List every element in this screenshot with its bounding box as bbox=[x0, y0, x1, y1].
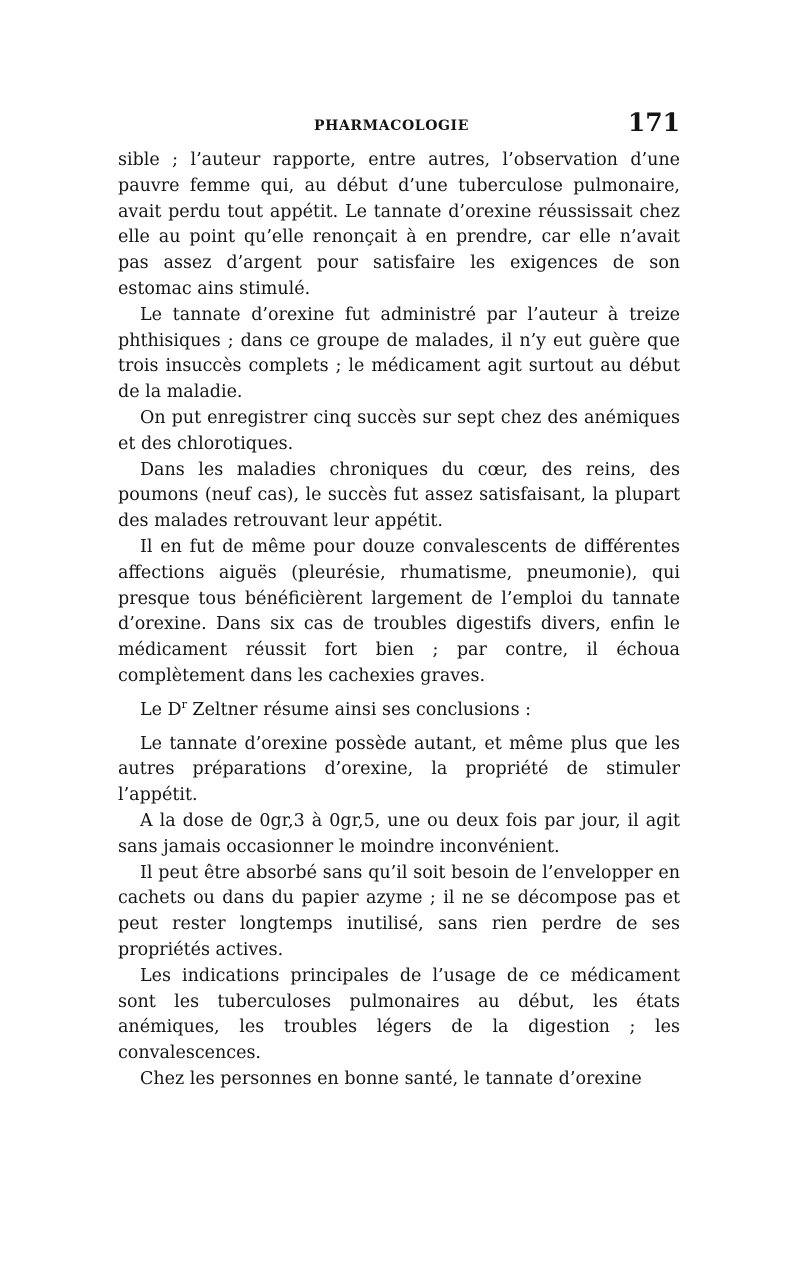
paragraph: Dans les maladies chroniques du cœur, des reins, des poumons (neuf cas), le succès fut assez satisfaisant, la plupart des malades retrouvant leur appétit. bbox=[118, 459, 680, 532]
conclusion-intro bbox=[118, 698, 680, 724]
running-header bbox=[118, 108, 680, 148]
body-text bbox=[118, 148, 680, 1093]
conclusion-paragraph: Chez les personnes en bonne santé, le tannate d’orexine bbox=[140, 1068, 642, 1089]
paragraph: On put enregistrer cinq succès sur sept chez des anémiques et des chlorotiques. bbox=[118, 407, 680, 454]
page-number: 171 bbox=[627, 108, 680, 137]
conclusion-paragraph: Les indications principales de l’usage de ce médicament sont les tuberculoses pulmonaires au début, les états anémiques, les troubles légers de la digestion ; les convalescences. bbox=[118, 965, 680, 1064]
conclusion-paragraph: A la dose de 0gr,3 à 0gr,5, une ou deux fois par jour, il agit sans jamais occasionner le moindre inconvénient. bbox=[118, 810, 680, 857]
paragraph: sible ; l’auteur rapporte, entre autres, l’observation d’une pauvre femme qui, au début d’une tuberculose pulmonaire, avait perdu tout appétit. Le tannate d’orexine réussissait chez elle au point qu’elle renonçait à en prendre, car elle n’avait pas assez d’argent pour satisfaire les exigences de son estomac ains stimulé. bbox=[118, 150, 680, 299]
paragraph: Il en fut de même pour douze convalescents de différentes affections aiguës (pleurésie, rhumatisme, pneumonie), qui presque tous bénéficièrent largement de l’emploi du tannate d’orexine. Dans six cas de troubles digestifs divers, enfin le médicament réussit fort bien ; par contre, il échoua complètement dans les cachexies graves. bbox=[118, 536, 680, 686]
book-page bbox=[118, 108, 680, 1093]
conclusion-paragraph: Le tannate d’orexine possède autant, et même plus que les autres préparations d’orexine, la propriété de stimuler l’appétit. bbox=[118, 733, 680, 806]
conclusion-intro-before: Le D bbox=[140, 699, 182, 720]
running-title: PHARMACOLOGIE bbox=[314, 118, 469, 134]
conclusion-intro-superscript: r bbox=[181, 697, 187, 711]
paragraph: Le tannate d’orexine fut administré par l’auteur à treize phthisiques ; dans ce groupe de malades, il n’y eut guère que trois insuccès complets ; le médicament agit surtout au début de la maladie. bbox=[118, 304, 680, 403]
conclusion-paragraph: Il peut être absorbé sans qu’il soit besoin de l’envelopper en cachets ou dans du papier azyme ; il ne se décompose pas et peut rester longtemps inutilisé, sans rien perdre de ses propriétés actives. bbox=[118, 862, 680, 960]
conclusion-intro-after: Zeltner résume ainsi ses conclusions : bbox=[186, 699, 532, 720]
